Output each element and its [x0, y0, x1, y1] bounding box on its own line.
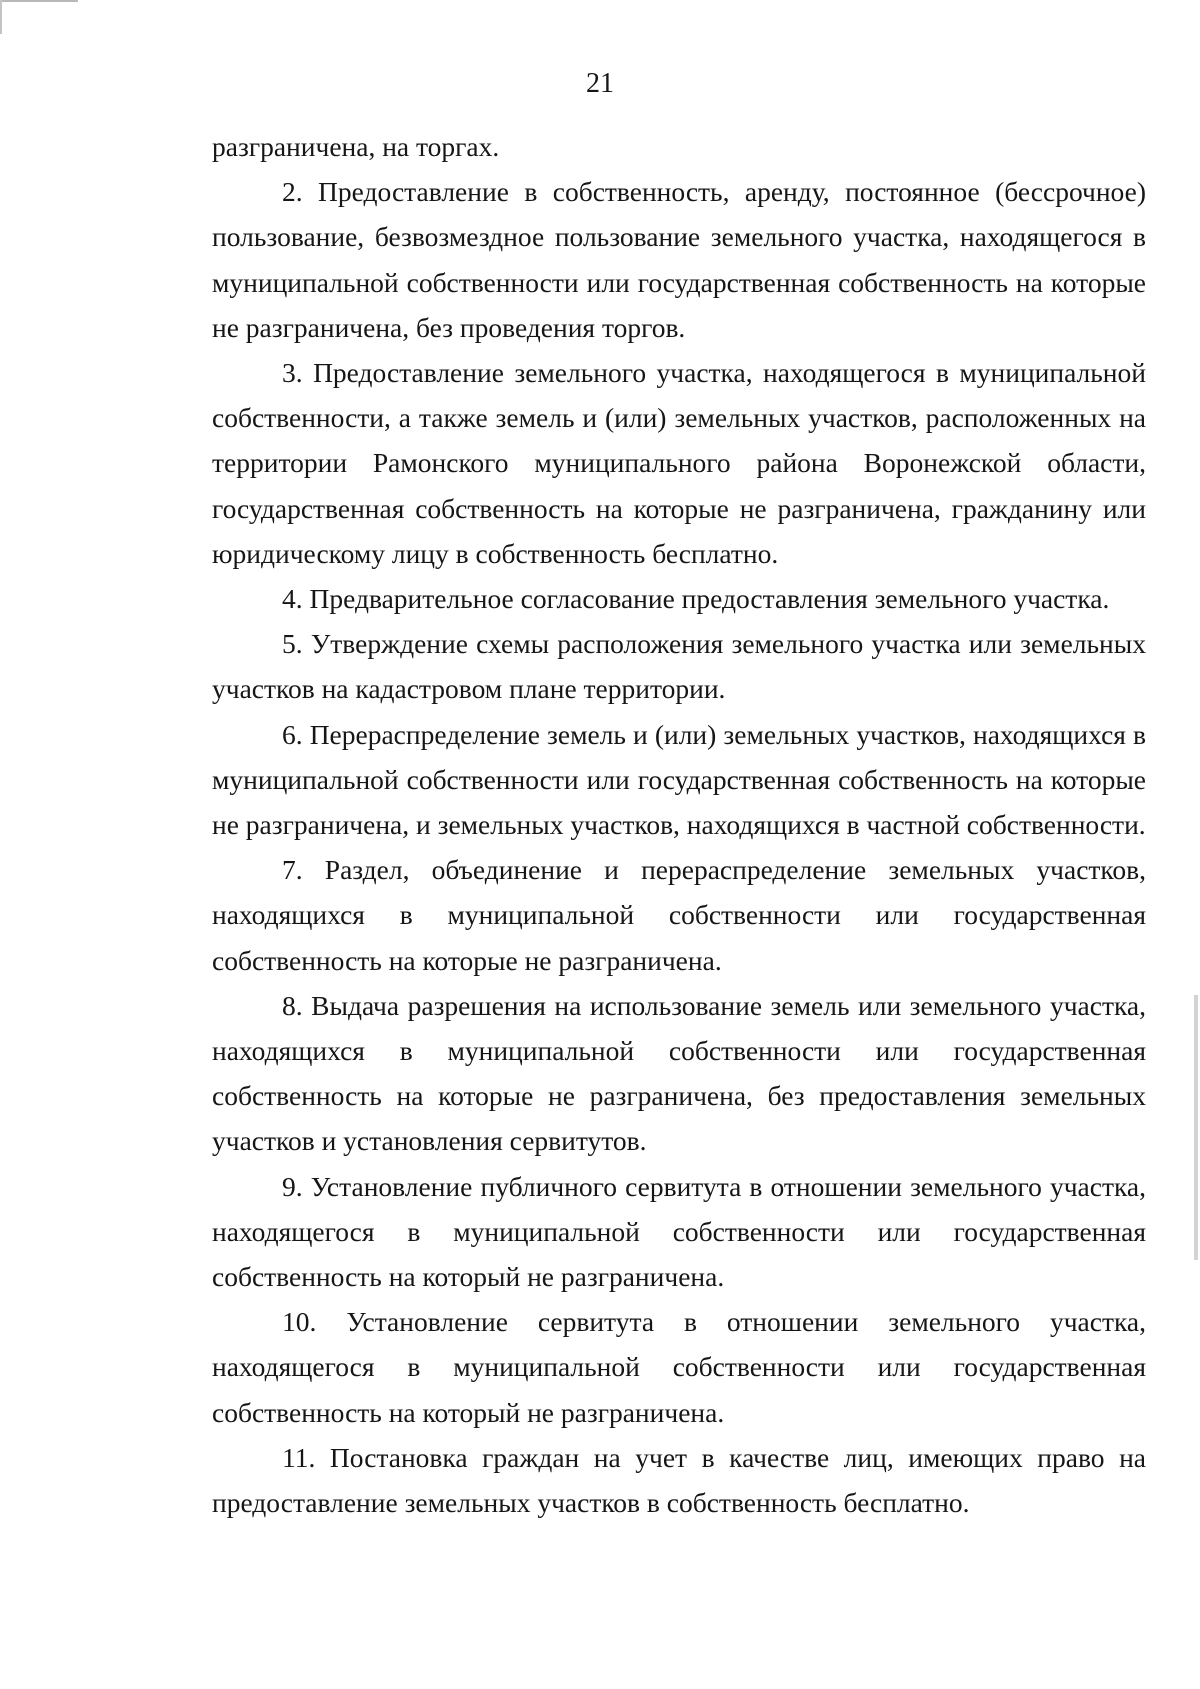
list-item: 4. Предварительное согласование предоставления земельного участка.: [282, 583, 1110, 615]
list-item: 5. Утверждение схемы расположения земельного участка или земельных участков на кадастровом плане территории.: [212, 628, 1146, 705]
scan-border-left: [0, 0, 2, 34]
paragraph-continuation: разграничена, на торгах.: [212, 131, 500, 162]
scan-border-top: [0, 0, 78, 2]
list-item: 11. Постановка граждан на учет в качестве лиц, имеющих право на предоставление земельных участков в собственность бесплатно.: [212, 1441, 1146, 1519]
list-item: 8. Выдача разрешения на использование земель или земельного участка, находящихся в муниципальной собственности или государственная собственность на которые не разграничена, без предоставления земельных участков и установления сервитутов.: [212, 989, 1146, 1157]
document-body: [212, 124, 1146, 1525]
list-item: 2. Предоставление в собственность, аренду, постоянное (бессрочное) пользование, безвозмездное пользование земельного участка, находящегося в муниципальной собственности или государственная собственность на которые не разграничена, без проведения торгов.: [212, 176, 1146, 343]
list-item: 7. Раздел, объединение и перераспределение земельных участков, находящихся в муниципальной собственности или государственная собственность на которые не разграничена.: [212, 854, 1146, 976]
list-item: 6. Перераспределение земель и (или) земельных участков, находящихся в муниципальной собственности или государственная собственность на которые не разграничена, и земельных участков, находящихся в частной собственности.: [212, 718, 1146, 841]
list-item: 9. Установление публичного сервитута в отношении земельного участка, находящегося в муниципальной собственности или государственная собственность на который не разграничена.: [212, 1170, 1146, 1293]
scan-border-right: [1194, 995, 1198, 1260]
list-item: 10. Установление сервитута в отношении земельного участка, находящегося в муниципальной собственности или государственная собственность на который не разграничена.: [212, 1306, 1146, 1428]
page-number: 21: [586, 68, 614, 99]
list-item: 3. Предоставление земельного участка, находящегося в муниципальной собственности, а также земель и (или) земельных участков, расположенных на территории Рамонского муниципального района Воронежской области, государственная собственность на которые не разграничена, гражданину или юридическому лицу в собственность бесплатно.: [212, 357, 1146, 569]
